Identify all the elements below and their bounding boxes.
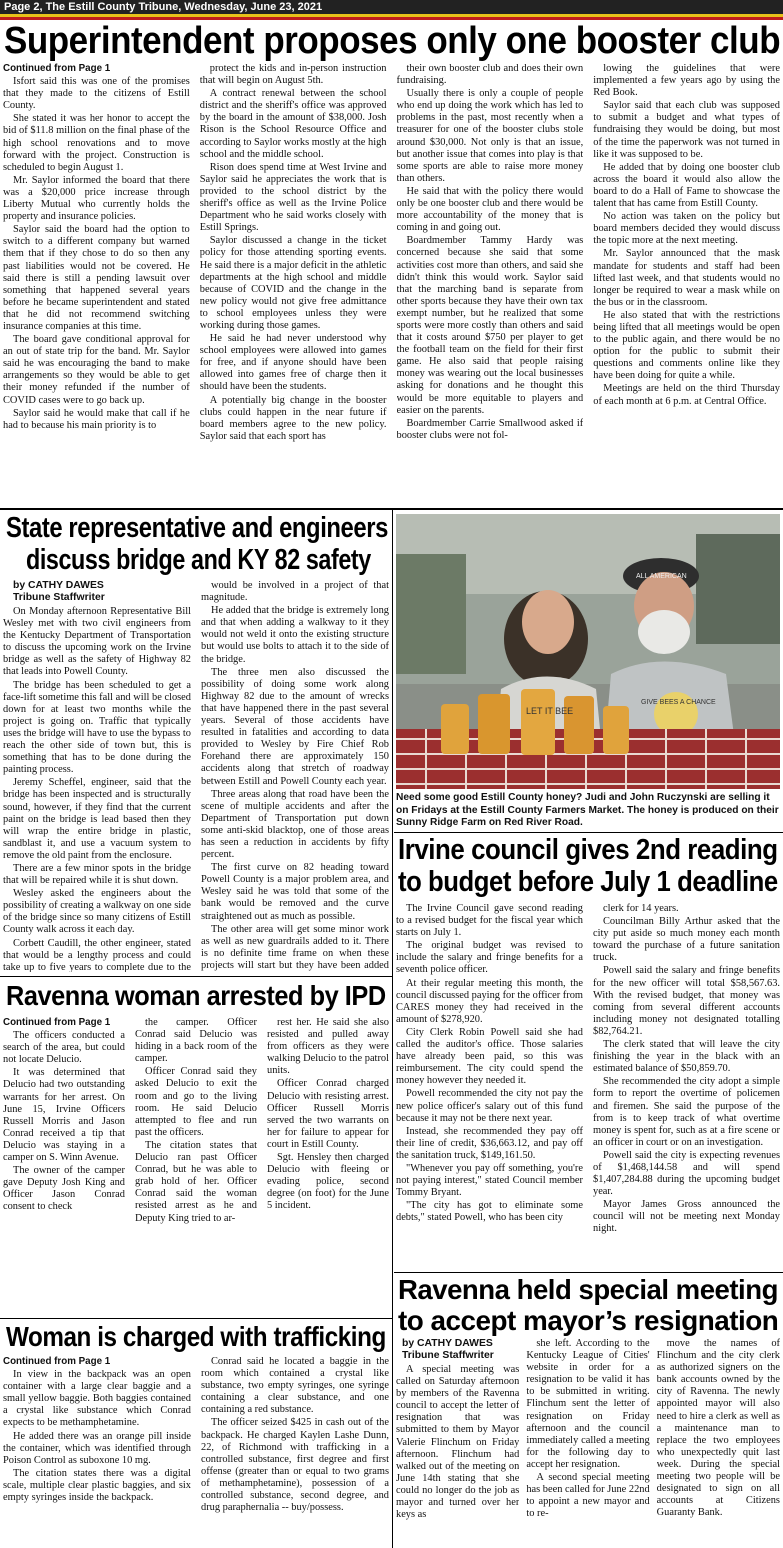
byline-title: Tribune Staffwriter [13,592,105,603]
paragraph: Mr. Saylor announced that the mask mandate for students and staff had been lifted last week, and that students would no longer be required to wear a mask while on the bus or in the classroom. [593,248,780,308]
page-header-text: Page 2, The Estill County Tribune, Wednesday, June 23, 2021 [4,1,323,13]
headline-bridge-line2: discuss bridge and KY 82 safety [26,544,371,576]
paragraph: Mayor James Gross announced the council will not be meeting next Monday night. [593,1199,780,1235]
section-divider [0,976,392,977]
byline-title: Tribune Staffwriter [402,1350,494,1361]
column-text [3,606,191,972]
article-column [3,580,191,972]
article-column [526,1338,649,1546]
paragraph: Instead, she recommended they pay off their line of credit, $36,663.12, and pay off the sanitation truck, $149,161.50. [396,1125,583,1161]
photo-illustration [396,514,780,789]
paragraph: The other area will get some minor work as well as new guardrails added to it. There is no definite time frame on when these projects will start but they have been added [201,923,389,971]
article-column [593,903,780,1271]
column-text [267,1017,389,1213]
headline-booster-club: Superintendent proposes only one booster club [4,20,781,62]
paragraph: Councilman Billy Arthur asked that the city put aside so much money each month toward the purchase of a future sanitation truck. [593,916,780,964]
paragraph: It was determined that Delucio had two outstanding warrants for her arrest. On June 15, Irvine Officers Russell Morris and Jason Conrad received a tip that Delucio was staying in a camper on S. Winn Avenue. [3,1067,125,1164]
paragraph: At their regular meeting this month, the council discussed paying for the officer from CARES money they had received in the amount of $278,920. [396,977,583,1025]
photo-caption: Need some good Estill County honey? Judi and John Ruczynski are selling it on Fridays at the Estill County Farmers Market. The honey is produced on their Sunny Ridge Farm on Red River Road. [396,792,779,829]
article-column [201,580,389,972]
column-text [201,1356,389,1514]
paragraph: Saylor said he would make that call if he had to because his main priority is to [3,407,190,431]
section-divider [394,1272,783,1273]
paragraph: Officer Conrad charged Delucio with resisting arrest. Officer Russell Morris served the two warrants on her for failure to appear for court in Estill County. [267,1078,389,1150]
vertical-divider [392,510,393,1548]
headline-trafficking: Woman is charged with trafficking [6,1321,386,1352]
article-budget [396,903,780,1271]
paragraph: The board gave conditional approval for an out of state trip for the band. Mr. Saylor said he was encouraging the band to make arrangements so they would be able to get their money refunded if the number of COVID cases were to go back up. [3,334,190,406]
paragraph: would be involved in a project of that magnitude. [201,580,389,604]
paragraph: the camper. Officer Conrad said Delucio was hiding in a back room of the camper. [135,1017,257,1065]
paragraph: Wesley asked the engineers about the possibility of creating a walkway on one side of the bridge since so many citizens of Estill County walk across it each day. [3,888,191,936]
headline-resignation-line1: Ravenna held special meeting [398,1274,778,1305]
paragraph: She stated it was her honor to accept the bid of $11.8 million on the final phase of the high school renovations and to move forward with the project. Construction is scheduled to begin August 1. [3,113,190,173]
article-column [3,1017,125,1317]
paragraph: The bridge has been scheduled to get a face-lift sometime this fall and will be closed down for at least two months while the project is going on. Traffic that typically uses the bridge will have to use the bypass to reach the other side of town but, this is something that has to be done during the painting process. [3,679,191,776]
paragraph: The Irvine Council gave second reading to a revised budget for the fiscal year which starts on July 1. [396,903,583,939]
article-column [200,63,387,505]
paragraph: The original budget was revised to include the salary and fringe benefits for a seventh police officer. [396,940,583,976]
article-column [3,63,190,505]
article-trafficking [3,1356,389,1546]
paragraph: Rison does spend time at West Irvine and Saylor said he appreciates the work that is provided to the school district by the sheriff's office as well as the Irvine Police Department who he said works closely with Estill Springs. [199,161,387,234]
paragraph: Isfort said this was one of the promises that they made to the citizens of Estill County. [3,76,190,112]
paragraph: There are a few minor spots in the bridge that will be repaired while it is shut down. [3,862,191,887]
column-text [593,63,780,408]
headline-bridge-line1: State representative and engineers [6,512,388,544]
column-text [3,1369,191,1504]
paragraph: He added there was an orange pill inside the container, which was identified through Poison Control as suboxone 10 mg. [3,1430,191,1466]
byline-author: by CATHY DAWES [402,1338,493,1349]
continued-label: Continued from Page 1 [3,63,111,74]
paragraph: He added that the bridge is extremely long and that when adding a walkway to it they would not weld it onto the existing structure but would use bolts to attach it to the side of the bridge. [201,605,389,665]
column-text [396,1364,519,1521]
section-divider [0,1318,392,1319]
article-column [593,63,780,505]
paragraph: Powell recommended the city not pay the new police officer's salary out of this fund because it may not be there next year. [396,1088,583,1124]
column-text [3,76,190,432]
column-text [526,1338,649,1520]
shirt-left-text: LET IT BEE [526,706,574,716]
paragraph: City Clerk Robin Powell said she had called the auditor's office. Those salaries have already been paid, so this was reimbursement. The city could spend the money however they needed it. [396,1026,583,1087]
paragraph: The officer seized $425 in cash out of the backpack. He charged Kaylen Lashe Dunn, 22, of Richmond with trafficking in a controlled substance, first degree and first offense (greater than or equal to two grams of methamphetamine), possession of a controlled substance, second degree, and drug paraphernalia -- buy/possess. [201,1417,389,1514]
paragraph: rest her. He said she also resisted and pulled away from officers as they were walking Delucio to the patrol units. [267,1017,389,1077]
paragraph: He added that by doing one booster club across the board it would also allow the board to do a Hall of Fame to showcase the talent that has came from Estill County. [593,161,780,210]
column-text [396,903,583,1224]
paragraph: Saylor said the board had the option to switch to a different company but warned them that if they chose to do so then any past liabilities would not be covered. He said there is still a pending lawsuit over something that happened several years before he became superintendent and stated that he did not recommend switching insurance companies at this time. [3,224,190,332]
paragraph: Saylor said that each club was supposed to submit a budget and what types of fundraising they would be doing, but most of the time the paperwork was not turned in like it was supposed to be. [593,100,780,160]
article-column [657,1338,780,1546]
article-resignation [396,1338,780,1546]
headline-resignation-line2: to accept mayor’s resignation [398,1305,779,1336]
paragraph: Jeremy Scheffel, engineer, said that the bridge has been inspected and is structurally sound, however, if they find that the current paint on the bridge is lead based then they will wrap the entire bridge in plastic, sandblast it, and use a vacuum system to remove the old paint from the enclosure. [3,777,191,861]
paragraph: She recommended the city adopt a simple form to report the overtime of policemen and firemen. She said the purpose of the from is to keep track of what overtime money is spent for, such as at a fire scene or an officer in court or on an investigation. [593,1076,780,1148]
paragraph: The clerk stated that will leave the city finishing the year in the black with an estimated balance of $50,859.70. [593,1039,780,1075]
paragraph: The citation states that Delucio ran past Officer Conrad, but he was able to grab hold of her. Officer Conrad said the woman resisted arrest as he and Deputy King tried to ar- [135,1139,257,1224]
paragraph: Powell said the city is expecting revenues of $1,468,144.58 and will spend $1,407,284.88 during the upcoming budget year. [593,1149,780,1198]
paragraph: Conrad said he located a baggie in the room which contained a crystal like substance, two empty syringes, one syringe containing a clear substance, and one containing a red substance. [201,1356,389,1416]
shirt-right-text: GIVE BEES A CHANCE [641,699,716,706]
paragraph: lowing the guidelines that were implemented a few years ago by using the Red Book. [593,63,780,99]
column-text [3,1030,125,1213]
paragraph: "Whenever you pay off something, you're not paying interest," stated Council member Tommy Bryant. [396,1162,583,1199]
article-booster-club [3,63,780,505]
paragraph: Sgt. Hensley then charged Delucio with fleeing or evading police, second degree (on foot) for the June 5 incident. [267,1152,389,1212]
column-text [200,63,387,443]
honey-photo [396,514,780,789]
paragraph: Usually there is only a couple of people who end up doing the work which has led to problems in the past, most recently when a treasurer for one of the booster clubs stole around $30,000. Not only is that an issue, but another issue that comes into play is that some sports are able to raise more money than others. [396,88,584,184]
column-text [397,63,584,442]
paragraph: "The city has got to eliminate some debts," stated Powell, who has been city [396,1200,583,1224]
paragraph: Powell said the salary and fringe benefits for the new officer will total $58,567.63. With the revised budget, that money was coming from several different accounts including money not designated totalling $82,764.21. [593,965,780,1037]
page-header-bar [0,0,783,14]
article-bridge [3,580,389,972]
paragraph: protect the kids and in-person instruction that will begin on August 5th. [199,63,387,87]
article-column [397,63,584,505]
paragraph: A potentially big change in the booster clubs could happen in the near future if board members agree to the new policy. Saylor said that each sport has [199,394,387,442]
paragraph: Meetings are held on the third Thursday of each month at 6 p.m. at Central Office. [593,383,780,407]
paragraph: On Monday afternoon Representative Bill Wesley met with two civil engineers from the Kentucky Department of Transportation to discuss the upcoming work on the Irvine bridge as well as the safety of Highway 82 that leads into Powell County. [3,606,191,678]
continued-label: Continued from Page 1 [3,1017,111,1028]
paragraph: He said that with the policy there would only be one booster club and there would be more accountability of the money that is coming in and going out. [396,185,584,234]
headline-budget-line2: to budget before July 1 deadline [398,866,778,898]
paragraph: The officers conducted a search of the area, but could not locate Delucio. [3,1030,125,1066]
paragraph: The owner of the camper gave Deputy Josh King and Officer Jason Conrad consent to check [3,1165,125,1213]
headline-budget-line1: Irvine council gives 2nd reading [398,834,778,866]
column-text [135,1017,257,1225]
article-column [135,1017,257,1317]
paragraph: Officer Conrad said they asked Delucio to exit the room and go to the living room. He said Delucio attempted to flee and run past the officers. [135,1066,257,1138]
column-text [593,903,780,1236]
paragraph: Saylor discussed a change in the ticket policy for those attending sporting events. He said there is a major deficit in the athletic departments at the high school and middle because of COVID and the change in the new policy would not give free admittance to school employees unless they were working during those games. [199,235,387,331]
column-text [657,1338,780,1519]
paragraph: their own booster club and does their own fundraising. [396,63,584,87]
hat-text: ALL AMERICAN [636,573,687,580]
section-divider [394,832,783,833]
paragraph: A second special meeting has been called for June 22nd to appoint a new mayor and to re- [526,1472,650,1520]
paragraph: The citation states there was a digital scale, multiple clear plastic baggies, and six empty syringes inside the backpack. [3,1467,191,1504]
paragraph: Three areas along that road have been the scene of multiple accidents and after the Department of Transportation put down some anti-skid blacktop, one of those areas has seen a reduction in accidents by fifty percent. [201,788,389,861]
paragraph: Boardmember Carrie Smallwood asked if booster clubs were not fol- [396,417,584,441]
paragraph: No action was taken on the policy but board members decided they would discuss the topic more at the next meeting. [593,211,780,247]
paragraph: Boardmember Tammy Hardy was concerned because she said that some activities cost more than others, and said she didn't think this would work. Saylor said that the marching band is separate from other sports because they have their own tax exempt number, but he realized that some sports were more costly than others and said that it costs around $750 per player to get the football team on the field for their first game. He also said that people raising money was wearing out the local businesses asking for donations and he thought this would be more equitable to players and easier on the parents. [396,235,584,416]
paragraph: she left. According to the Kentucky League of Cities' website in order for a resignation to be valid it has to be submitted in writing. Flinchum sent the letter of resignation on Friday afternoon and the council immediately called a meeting for the following day to accept her resignation. [526,1338,650,1470]
paragraph: move the names of Flinchum and the city clerk as authorized signers on the bank accounts owned by the city of Ravenna. The newly appointed mayor will also need to hire a clerk as well as a maintenance man to replace the two employees who unexpectedly quit last week. During the special meeting two people will be designated to sign on all accounts at Citizens Guaranty Bank. [656,1338,780,1519]
article-column [267,1017,389,1317]
article-ravenna-arrest [3,1017,389,1317]
paragraph: Mr. Saylor informed the board that there was a $20,000 price increase through Liberty Mutual who currently holds the property and insurance policies. [3,174,190,223]
article-column [3,1356,191,1546]
paragraph: A contract renewal between the school district and the sheriff's office was approved by the board in the amount of $38,000. Josh Rison is the School Resource Office and according to Saylor works mostly at the high school and the middle school. [199,88,387,160]
continued-label: Continued from Page 1 [3,1356,111,1367]
paragraph: The first curve on 82 heading toward Powell County is a major problem area, and Wesley said he was told that some of the bank would be removed and the curve straightened out as much as possible. [201,862,389,922]
paragraph: The three men also discussed the possibility of doing some work along Highway 82 due to the amount of wrecks that have happened there in the past several years. Several of those accidents have resulted in fatalities and according to data provided to Wesley by Fire Chief Rob Forehand there are approximately 150 accidents along that stretch of roadway between Estill and Powell County each year. [201,666,389,787]
article-column [201,1356,389,1546]
headline-ravenna-arrest: Ravenna woman arrested by IPD [6,980,386,1011]
article-column [396,903,583,1271]
article-column [396,1338,519,1546]
column-text [201,580,389,972]
paragraph: clerk for 14 years. [603,903,679,914]
paragraph: He also stated that with the restrictions being lifted that all meetings would be open to the public again, and there would be no option for the public to submit their questions and comments online like they have been doing for quite a while. [593,309,780,382]
paragraph: In view in the backpack was an open container with a large clear baggie and a small yellow baggie. Both baggies contained a crystal like substance which Conrad expects to be methamphetamine. [3,1369,191,1429]
paragraph: A special meeting was called on Saturday afternoon by members of the Ravenna council to accept the letter of resignation that was submitted to them by Mayor Valerie Flinchum on Friday afternoon. Flinchum had walked out of the meeting on June 14th stating that she could no longer do the job as mayor and turned over her keys as [396,1364,520,1521]
paragraph: He said he had never understood why school employees were allowed into games for free, and if anyone should have been allowed into games free of charge then it should have been the students. [199,333,387,393]
byline-author: by CATHY DAWES [13,580,104,591]
paragraph: Corbett Caudill, the other engineer, stated that would be a lengthy process and could take up to five years to complete due to the [3,937,191,972]
